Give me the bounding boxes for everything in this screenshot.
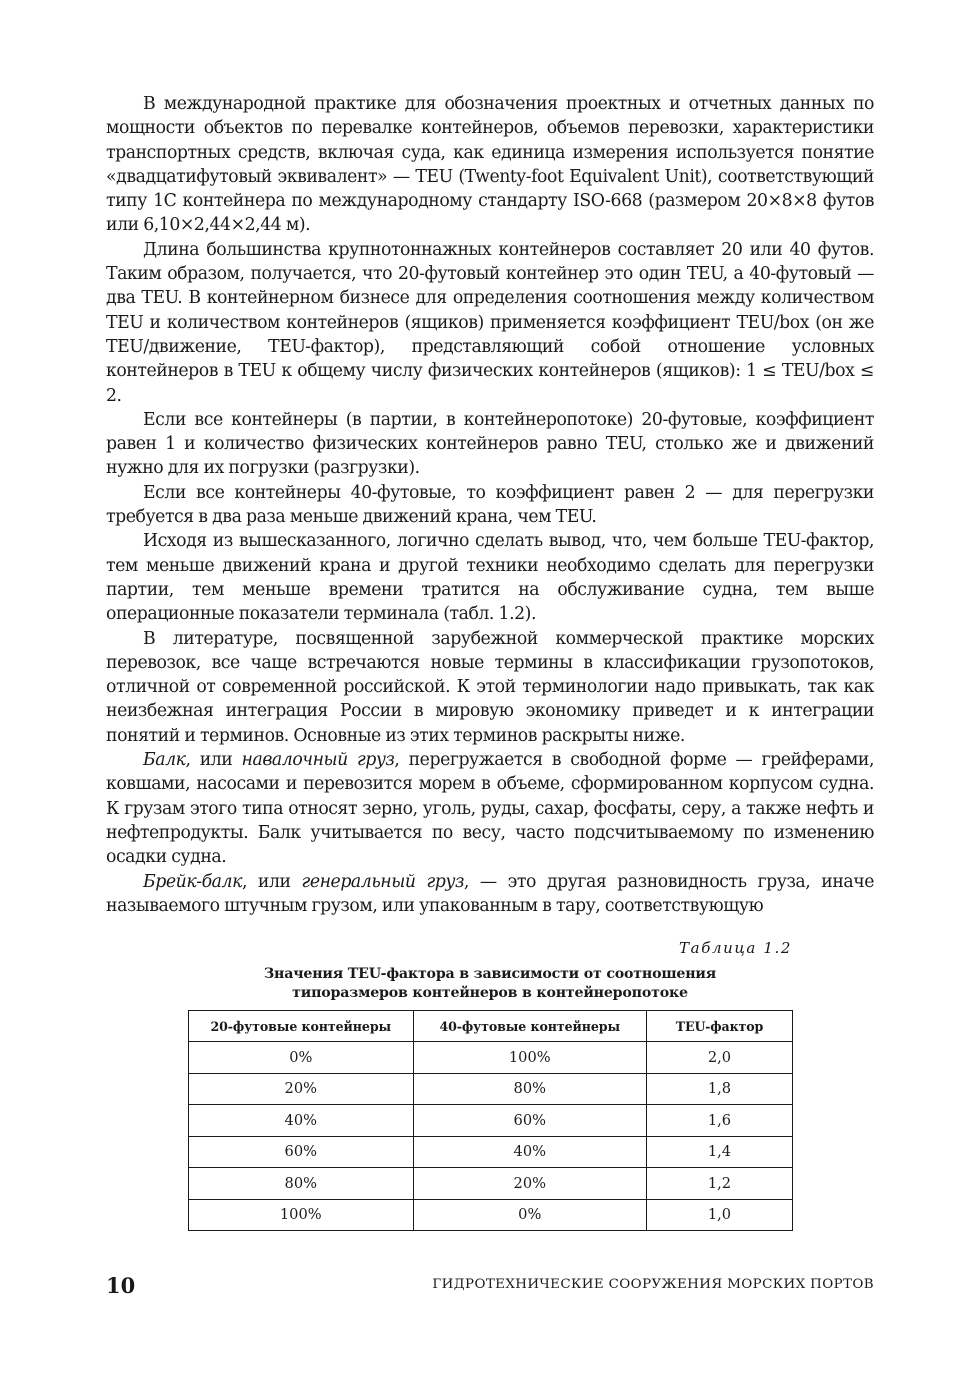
paragraph-conclusion: Исходя из вышесказанного, логично сделать вывод, что, чем больше TEU-фактор, тем меньше движений крана и другой техники необходимо сделать для перегрузки партии, тем меньше времени тратится на обслуживание судна, тем выше операционные показатели терминала (табл. 1.2). — [106, 531, 874, 625]
cell-teu-factor: 1,4 — [646, 1136, 792, 1168]
cell-40ft-share: 60% — [413, 1105, 646, 1137]
teu-factor-table — [188, 1010, 793, 1231]
cell-teu-factor: 1,6 — [646, 1105, 792, 1137]
table-title-line-2: типоразмеров контейнеров в контейнеропотоке — [292, 985, 688, 1001]
header-teu-factor: TEU-фактор — [646, 1011, 792, 1042]
table-row — [189, 1136, 793, 1168]
cell-20ft-share: 20% — [189, 1073, 414, 1105]
cell-teu-factor: 2,0 — [646, 1042, 792, 1074]
page-number: 10 — [106, 1273, 136, 1298]
bulk-description: , перегружается в свободной форме — грейферами, ковшами, насосами и перевозится морем в объеме, сформированном корпусом судна. К грузам этого типа относят зерно, уголь, руды, сахар, фосфаты, серу, а также нефть и нефтепродукты. Балк учитывается по весу, часто подсчитываемому по изменению осадки судна. — [106, 750, 875, 868]
cell-teu-factor: 1,0 — [646, 1199, 792, 1231]
paragraph-20ft-case: Если все контейнеры (в партии, в контейнеропотоке) 20-футовые, коэффициент равен 1 и количество физических контейнеров равно TEU, столько же и движений нужно для их погрузки (разгрузки). — [106, 409, 874, 479]
table-header-row — [189, 1011, 793, 1042]
cell-40ft-share: 80% — [413, 1073, 646, 1105]
paragraph-breakbulk — [106, 870, 874, 919]
term-separator: , или — [185, 750, 242, 771]
cell-40ft-share: 20% — [413, 1168, 646, 1200]
cell-20ft-share: 40% — [189, 1105, 414, 1137]
term-separator: , или — [241, 871, 302, 892]
cell-teu-factor: 1,2 — [646, 1168, 792, 1200]
cell-20ft-share: 80% — [189, 1168, 414, 1200]
table-row — [189, 1073, 793, 1105]
table-title-line-1: Значения TEU-фактора в зависимости от соотношения — [264, 966, 716, 982]
term-breakbulk: Брейк-балк — [143, 871, 242, 892]
cell-teu-factor: 1,8 — [646, 1073, 792, 1105]
paragraph-terminology: В литературе, посвященной зарубежной коммерческой практике морских перевозок, все чаще встречаются новые термины в классификации грузопотоков, отличной от современной российской. К этой терминологии надо привыкать, так как неизбежная интеграция России в мировую экономику приведет и к интеграции понятий и терминов. Основные из этих терминов раскрыты ниже. — [106, 628, 874, 746]
table-row — [189, 1105, 793, 1137]
paragraph-40ft-case: Если все контейнеры 40-футовые, то коэффициент равен 2 — для перегрузки требуется в два раза меньше движений крана, чем TEU. — [106, 482, 874, 528]
paragraph-bulk — [106, 748, 874, 869]
table-caption: Таблица 1.2 — [679, 939, 792, 957]
cell-20ft-share: 60% — [189, 1136, 414, 1168]
body-text — [106, 92, 874, 918]
running-title: ГИДРОТЕХНИЧЕСКИЕ СООРУЖЕНИЯ МОРСКИХ ПОРТОВ — [432, 1277, 874, 1292]
term-general-cargo: генеральный груз — [301, 871, 464, 892]
cell-40ft-share: 100% — [413, 1042, 646, 1074]
header-20ft: 20-футовые контейнеры — [189, 1011, 414, 1042]
paragraph-container-length: Длина большинства крупнотоннажных контейнеров составляет 20 или 40 футов. Таким образом, получается, что 20-футовый контейнер это один TEU, а 40-футовый — два TEU. В контейнерном бизнесе для определения соотношения между количеством TEU и количеством контейнеров (ящиков) применяется коэффициент TEU/box (он же TEU/движение, TEU-фактор), представляющий собой отношение условных контейнеров в TEU к общему числу физических контейнеров (ящиков): 1 ≤ TEU/box ≤ 2. — [106, 239, 875, 406]
term-bulk: Балк — [143, 750, 186, 771]
cell-40ft-share: 40% — [413, 1136, 646, 1168]
table-row — [189, 1042, 793, 1074]
cell-20ft-share: 100% — [189, 1199, 414, 1231]
paragraph-teu-definition: В международной практике для обозначения проектных и отчетных данных по мощности объектов по перевалке контейнеров, объемов перевозки, характеристики транспортных средств, включая суда, как единица измерения используется понятие «двадцатифутовый эквивалент» — TEU (Twenty-foot Equivalent Unit), соответствующий типу 1С контейнера по международному стандарту ISO-668 (размером 20×8×8 футов или 6,10×2,44×2,44 м). — [106, 94, 874, 236]
header-40ft: 40-футовые контейнеры — [413, 1011, 646, 1042]
cell-20ft-share: 0% — [189, 1042, 414, 1074]
cell-40ft-share: 0% — [413, 1199, 646, 1231]
term-bulk-cargo: навалочный груз — [241, 750, 395, 771]
breakbulk-description: , — это другая разновидность груза, иначе называемого штучным грузом, или упакованным в тару, соответствующую — [106, 871, 874, 916]
table-title — [188, 965, 792, 1003]
table-row — [189, 1168, 793, 1200]
table-row — [189, 1199, 793, 1231]
